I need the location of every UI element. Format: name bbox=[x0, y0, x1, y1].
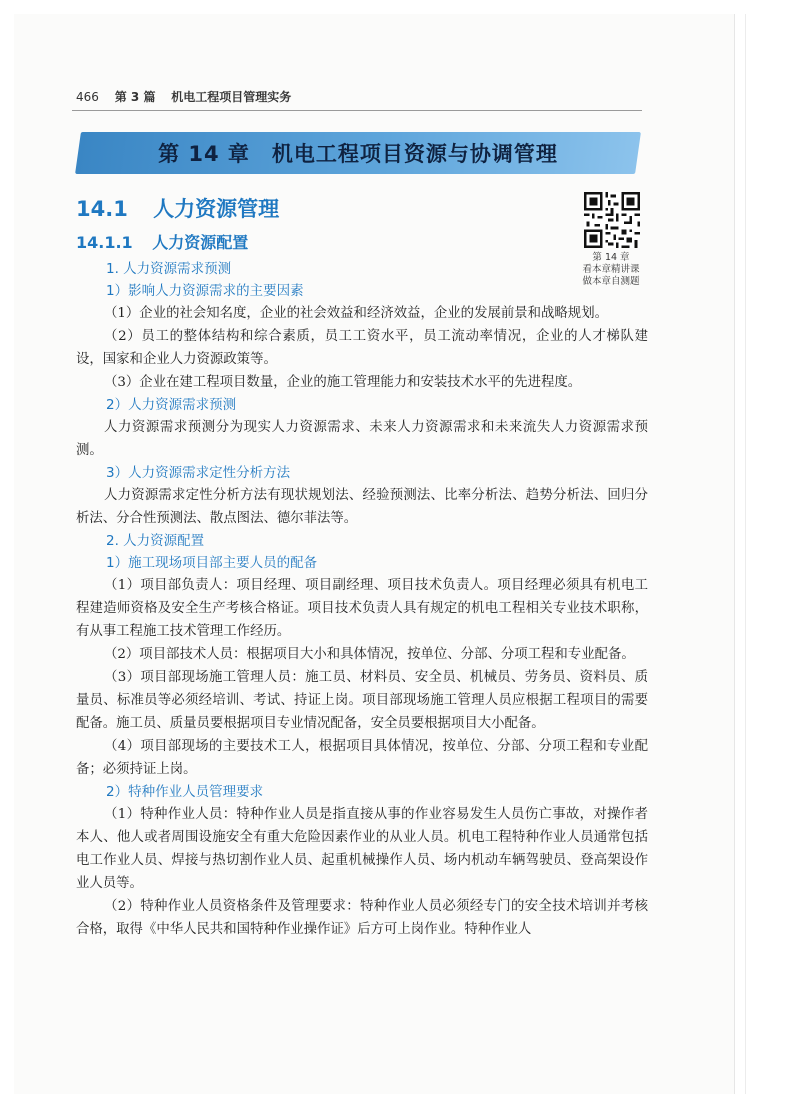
paragraph: （1）项目部负责人：项目经理、项目副经理、项目技术负责人。项目经理必须具有机电工程建造师资格及安全生产考核合格证。项目技术负责人具有规定的机电工程相关专业技术职称，有从事工程施工技术管理工作经历。 bbox=[76, 578, 648, 639]
subheading: 2. 人力资源配置 bbox=[106, 533, 205, 549]
paragraph: 人力资源需求定性分析方法有现状规划法、经验预测法、比率分析法、趋势分析法、回归分析法、分合性预测法、散点图法、德尔菲法等。 bbox=[76, 488, 648, 526]
header-rule bbox=[72, 110, 642, 111]
chapter-name: 机电工程项目资源与协调管理 bbox=[271, 142, 558, 166]
page-edge bbox=[745, 14, 746, 1094]
minor-heading: 2）人力资源需求预测 bbox=[106, 397, 237, 413]
page-number: 466 bbox=[76, 90, 99, 104]
paragraph: 人力资源需求预测分为现实人力资源需求、未来人力资源需求和未来流失人力资源需求预测。 bbox=[76, 420, 648, 458]
minor-heading: 1）施工现场项目部主要人员的配备 bbox=[106, 555, 318, 571]
subheading: 1. 人力资源需求预测 bbox=[106, 261, 232, 277]
subsection-number: 14.1.1 bbox=[76, 233, 133, 252]
paragraph: （1）企业的社会知名度，企业的社会效益和经济效益，企业的发展前景和战略规划。 bbox=[104, 306, 608, 321]
qr-caption-line: 看本章精讲课 bbox=[582, 264, 640, 275]
paragraph: （3）项目部现场施工管理人员：施工员、材料员、安全员、机械员、劳务员、资料员、质量员、标准员等必须经培训、考试、持证上岗。项目部现场施工管理人员应根据工程项目的需要配备。施工员、质量员要根据项目专业情况配备，安全员要根据项目大小配备。 bbox=[76, 670, 648, 731]
part-label: 第 3 篇 bbox=[114, 90, 156, 104]
chapter-number: 第 14 章 bbox=[158, 142, 250, 166]
paragraph: （2）特种作业人员资格条件及管理要求：特种作业人员必须经专门的安全技术培训并考核合格，取得《中华人民共和国特种作业操作证》后方可上岗作业。特种作业人 bbox=[76, 899, 648, 937]
chapter-title bbox=[78, 132, 638, 174]
qr-caption-line: 做本章自测题 bbox=[582, 276, 640, 287]
part-title: 机电工程项目管理实务 bbox=[171, 90, 292, 104]
minor-heading: 1）影响人力资源需求的主要因素 bbox=[106, 283, 304, 299]
body-content bbox=[76, 258, 648, 941]
minor-heading: 2）特种作业人员管理要求 bbox=[106, 784, 264, 800]
paragraph: （3）企业在建工程项目数量，企业的施工管理能力和安装技术水平的先进程度。 bbox=[104, 375, 582, 390]
qr-caption-line: 第 14 章 bbox=[592, 252, 630, 263]
running-header bbox=[76, 88, 303, 105]
qr-code-icon[interactable] bbox=[584, 192, 640, 248]
section-number: 14.1 bbox=[76, 197, 128, 221]
paragraph: （2）项目部技术人员：根据项目大小和具体情况，按单位、分部、分项工程和专业配备。 bbox=[104, 647, 635, 662]
section-heading bbox=[76, 193, 279, 223]
paragraph: （4）项目部现场的主要技术工人，根据项目具体情况，按单位、分部、分项工程和专业配备；必须持证上岗。 bbox=[76, 739, 648, 777]
subsection-heading bbox=[76, 230, 248, 253]
subsection-title: 人力资源配置 bbox=[152, 233, 249, 252]
paragraph: （2）员工的整体结构和综合素质，员工工资水平，员工流动率情况，企业的人才梯队建设，国家和企业人力资源政策等。 bbox=[76, 329, 648, 367]
minor-heading: 3）人力资源需求定性分析方法 bbox=[106, 465, 291, 481]
section-title: 人力资源管理 bbox=[153, 197, 280, 221]
paragraph: （1）特种作业人员：特种作业人员是指直接从事的作业容易发生人员伤亡事故，对操作者本人、他人或者周围设施安全有重大危险因素作业的从业人员。机电工程特种作业人员通常包括电工作业人员、焊接与热切割作业人员、起重机械操作人员、场内机动车辆驾驶员、登高架设作业人员等。 bbox=[76, 807, 648, 891]
